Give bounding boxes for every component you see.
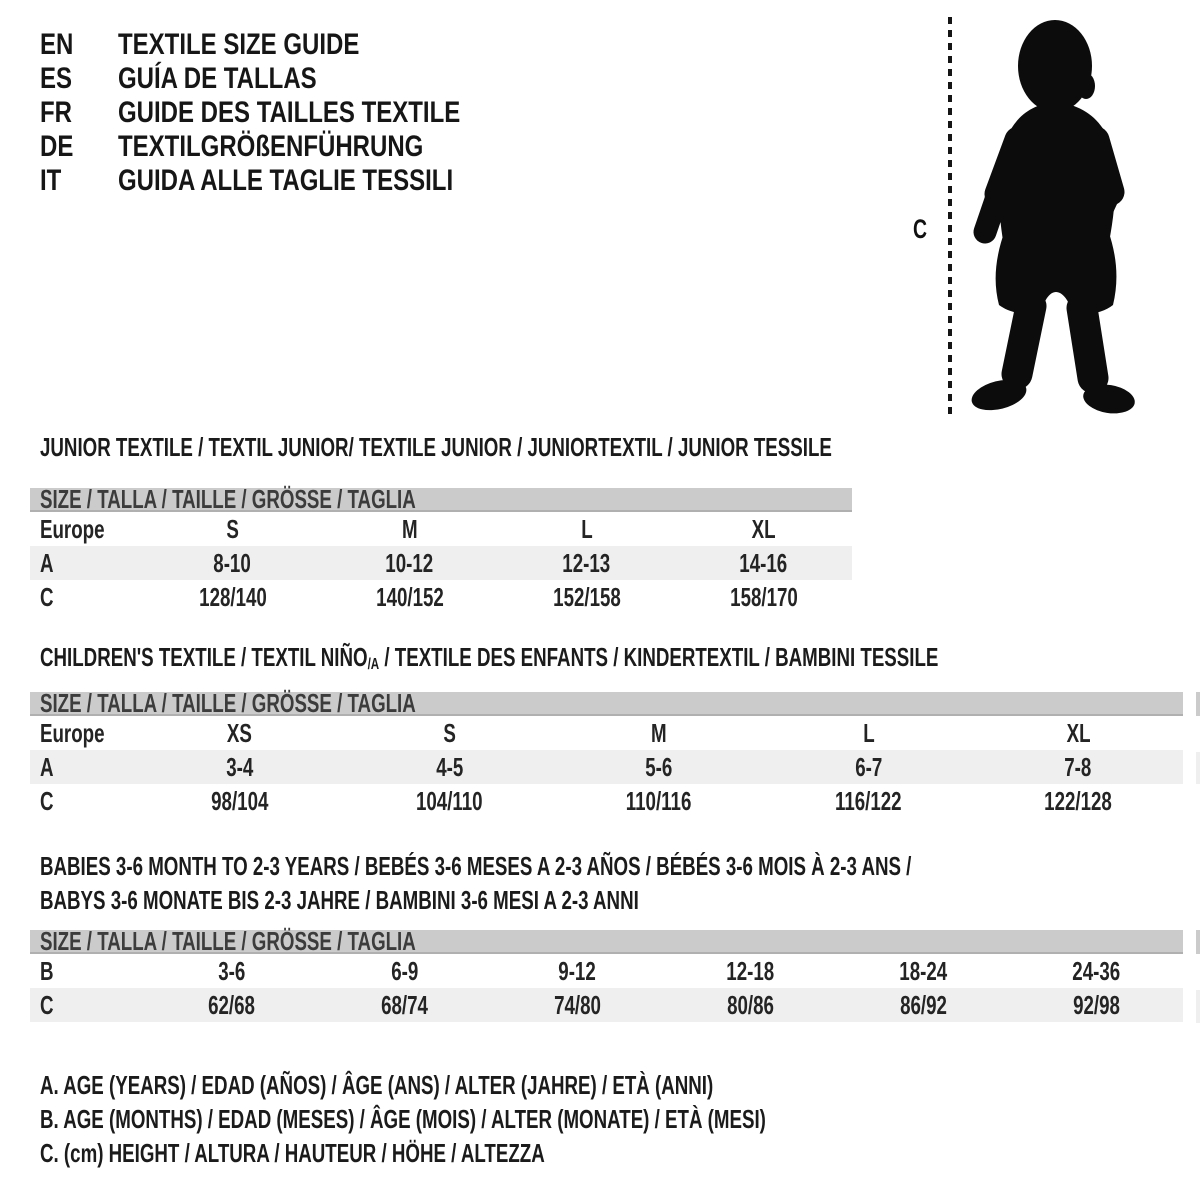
table-row [30,954,1183,988]
cell [837,954,1010,988]
cell [1010,988,1183,1022]
legend [40,1068,1048,1170]
table-row [30,546,852,580]
row-label-cell [30,954,145,988]
cell [135,716,345,750]
language-row [40,28,546,62]
row-label: Europe [40,514,105,544]
size-header-cell [30,484,852,514]
row-label-cell [30,784,135,818]
language-row [40,96,546,130]
language-code [40,96,118,130]
cell-text: 80/86 [727,990,774,1020]
cell [321,512,498,546]
babies-section-title-line2 [40,883,1200,917]
cell [145,988,318,1022]
cell-text: S [226,514,239,544]
cell-text: 24-36 [1072,956,1121,986]
table-row [30,716,1183,750]
cell [491,954,664,988]
cell [318,954,491,988]
row-label-cell [30,988,145,1022]
cell [764,716,974,750]
language-code-text: FR [40,96,72,129]
toddler-silhouette-icon [958,14,1143,419]
size-header-label: SIZE / TALLA / TAILLE / GRÖSSE / TAGLIA [40,926,416,956]
cell [764,784,974,818]
cell [973,784,1183,818]
cell-text: 9-12 [558,956,597,986]
row-label-cell [30,512,144,546]
cell [664,988,837,1022]
legend-line-b [40,1102,1048,1136]
size-header-cell [30,688,1183,718]
children-title-suffix: / TEXTILE DES ENFANTS / KINDERTEXTIL / BAMBINI TESSILE [379,642,939,672]
row-label: C [40,786,54,816]
babies-title-line2-text: BABYS 3-6 MONATE BIS 2-3 JAHRE / BAMBINI 3-6 MESI A 2-3 ANNI [40,885,639,915]
cell [144,512,321,546]
children-title-subscript: /A [367,654,380,673]
cell [491,988,664,1022]
children-title-prefix: CHILDREN'S TEXTILE / TEXTIL NIÑO [40,642,368,672]
cell [675,580,852,614]
language-code-text: ES [40,62,73,95]
language-code [40,62,118,96]
cell-text: 152/158 [552,582,621,612]
language-code-text: EN [40,28,74,61]
children-section-title [40,642,1200,679]
table-edge-sliver [1196,692,1200,716]
language-label [118,130,500,164]
cell [345,716,555,750]
size-header-band [30,930,1183,954]
legend-line-a [40,1068,1048,1102]
legend-line-a-text: A. AGE (YEARS) / EDAD (AÑOS) / ÂGE (ANS) / ALTER (JAHRE) / ETÀ (ANNI) [40,1070,714,1100]
language-code [40,130,118,164]
cell [321,546,498,580]
cell [345,750,555,784]
cell-text: L [862,718,875,748]
junior-section-title-text: JUNIOR TEXTILE / TEXTIL JUNIOR/ TEXTILE JUNIOR / JUNIORTEXTIL / JUNIOR TESSILE [40,432,832,462]
cell-text: 116/122 [835,786,902,816]
size-header-label: SIZE / TALLA / TAILLE / GRÖSSE / TAGLIA [40,484,416,514]
row-label: B [40,956,54,986]
cell [498,580,675,614]
language-code-text: DE [40,130,74,163]
language-row [40,164,546,198]
row-label: A [40,548,54,578]
row-label: C [40,582,54,612]
cell-text: 158/170 [729,582,798,612]
row-label: C [40,990,54,1020]
size-header-cell [30,926,1183,956]
children-section-title-text [40,642,938,679]
cell-text: 18-24 [899,956,948,986]
cell [554,716,764,750]
language-row [40,130,546,164]
table-edge-sliver [1196,752,1200,784]
cell [144,546,321,580]
table-edge-sliver [1196,990,1200,1023]
cell-text: M [651,718,667,748]
cell-text: M [401,514,418,544]
cell [554,784,764,818]
cell [664,954,837,988]
cell-text: 7-8 [1064,752,1092,782]
cell-text: 104/110 [416,786,483,816]
cell [145,954,318,988]
table-row [30,580,852,614]
cell-text: S [443,718,456,748]
babies-title-line1-text: BABIES 3-6 MONTH TO 2-3 YEARS / BEBÉS 3-6 MESES A 2-3 AÑOS / BÉBÉS 3-6 MOIS À 2-3 ANS / [40,851,912,881]
cell-text: XL [751,514,776,544]
language-list [40,28,546,198]
cell-text: 3-4 [226,752,254,782]
language-label-text: TEXTILE SIZE GUIDE [118,28,360,61]
cell-text: 10-12 [385,548,434,578]
cell-text: 74/80 [554,990,601,1020]
size-header-label: SIZE / TALLA / TAILLE / GRÖSSE / TAGLIA [40,688,416,718]
row-label-cell [30,750,135,784]
babies-size-table [30,926,1183,1022]
height-dashed-line [948,17,952,415]
cell-text: 14-16 [739,548,788,578]
cell [318,988,491,1022]
cell-text: 140/152 [375,582,444,612]
language-label-text: TEXTILGRÖßENFÜHRUNG [118,130,424,163]
language-code-text: IT [40,164,62,197]
language-code [40,164,118,198]
cell [498,512,675,546]
row-label-cell [30,546,144,580]
size-header-band [30,488,852,512]
size-header-band [30,692,1183,716]
cell-text: 68/74 [381,990,428,1020]
cell [321,580,498,614]
babies-section-title [40,849,1200,917]
cell-text: 122/128 [1044,786,1113,816]
height-marker-label [913,214,933,245]
babies-section-title-line1 [40,849,1200,883]
cell-text: 62/68 [208,990,255,1020]
junior-size-table [30,484,852,614]
cell-text: 6-7 [855,752,883,782]
language-label [118,96,546,130]
row-label-cell [30,580,144,614]
cell [837,988,1010,1022]
cell-text: XL [1066,718,1091,748]
cell [1010,954,1183,988]
table-row [30,750,1183,784]
language-code [40,28,118,62]
cell [135,784,345,818]
cell [498,546,675,580]
cell-text: 86/92 [900,990,947,1020]
row-label: Europe [40,718,105,748]
table-edge-sliver [1196,930,1200,954]
table-row [30,988,1183,1022]
row-label-cell [30,716,135,750]
cell-text: 5-6 [645,752,673,782]
cell-text: L [580,514,593,544]
table-row [30,784,1183,818]
cell-text: 98/104 [211,786,269,816]
language-label [118,164,537,198]
cell-text: 8-10 [213,548,252,578]
cell [764,750,974,784]
legend-line-c [40,1136,1048,1170]
cell-text: 3-6 [217,956,246,986]
cell [554,750,764,784]
junior-section-title [40,432,1140,462]
cell-text: 12-13 [562,548,611,578]
cell-text: 110/116 [626,786,692,816]
language-label-text: GUIDA ALLE TAGLIE TESSILI [118,164,454,197]
language-label [118,28,420,62]
cell [973,716,1183,750]
children-size-table [30,688,1183,818]
cell [973,750,1183,784]
cell [345,784,555,818]
cell [144,580,321,614]
language-row [40,62,546,96]
cell-text: 92/98 [1073,990,1120,1020]
language-label [118,62,366,96]
legend-line-c-text: C. (cm) HEIGHT / ALTURA / HAUTEUR / HÖHE / ALTEZZA [40,1138,545,1168]
cell-text: 4-5 [435,752,463,782]
row-label: A [40,752,54,782]
height-marker-label-text: C [913,214,928,244]
cell-text: 12-18 [726,956,775,986]
cell-text: 128/140 [198,582,267,612]
cell [675,546,852,580]
cell [135,750,345,784]
cell-text: 6-9 [390,956,419,986]
table-row [30,512,852,546]
cell [675,512,852,546]
language-label-text: GUÍA DE TALLAS [118,62,317,95]
language-label-text: GUIDE DES TAILLES TEXTILE [118,96,461,129]
cell-text: XS [227,718,253,748]
legend-line-b-text: B. AGE (MONTHS) / EDAD (MESES) / ÂGE (MOIS) / ALTER (MONATE) / ETÀ (MESI) [40,1104,766,1134]
